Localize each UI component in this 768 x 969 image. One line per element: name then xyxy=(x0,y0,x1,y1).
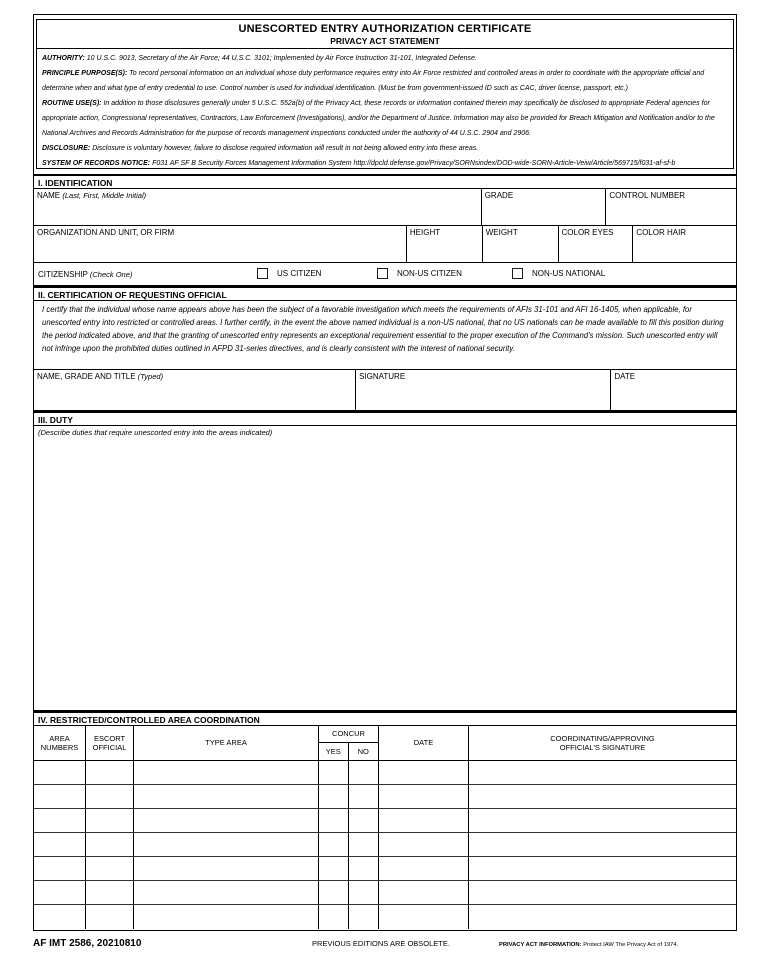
footer-privacy-label: PRIVACY ACT INFORMATION: xyxy=(499,942,582,948)
non-us-citizen-option xyxy=(377,268,462,279)
weight-field[interactable] xyxy=(483,226,559,262)
concur-yes-cell[interactable] xyxy=(319,761,349,784)
non-us-citizen-checkbox[interactable] xyxy=(377,268,388,279)
duty-hint: (Describe duties that require unescorted entry into the areas indicated) xyxy=(38,428,273,437)
name-field[interactable] xyxy=(34,189,482,225)
col-escort-official: ESCORT OFFICIAL xyxy=(86,726,134,760)
escort-official-cell[interactable] xyxy=(86,905,134,929)
date-cell[interactable] xyxy=(379,809,469,832)
name-label: NAME xyxy=(37,191,61,200)
grade-field[interactable] xyxy=(482,189,607,225)
signature-field[interactable] xyxy=(356,370,611,410)
control-number-field[interactable] xyxy=(606,189,736,225)
escort-official-cell[interactable] xyxy=(86,833,134,856)
table-row xyxy=(34,809,736,833)
table-row xyxy=(34,881,736,905)
certification-signature-row xyxy=(34,370,736,411)
section-3-header: III. DUTY xyxy=(34,411,736,426)
area-numbers-cell[interactable] xyxy=(34,905,86,929)
concur-no-cell[interactable] xyxy=(349,857,379,880)
date-cell[interactable] xyxy=(379,857,469,880)
concur-label: CONCUR xyxy=(319,726,378,743)
section-2-header: II. CERTIFICATION OF REQUESTING OFFICIAL xyxy=(34,286,736,301)
us-citizen-checkbox[interactable] xyxy=(257,268,268,279)
identification-row-2 xyxy=(34,226,736,263)
area-numbers-cell[interactable] xyxy=(34,857,86,880)
type-area-cell[interactable] xyxy=(134,761,319,784)
non-us-national-label: NON-US NATIONAL xyxy=(532,269,606,278)
name-grade-title-label: NAME, GRADE AND TITLE xyxy=(37,372,136,381)
area-numbers-cell[interactable] xyxy=(34,761,86,784)
type-area-cell[interactable] xyxy=(134,785,319,808)
concur-no-cell[interactable] xyxy=(349,809,379,832)
table-row xyxy=(34,785,736,809)
area-numbers-cell[interactable] xyxy=(34,881,86,904)
form-footer xyxy=(33,938,737,949)
us-citizen-option xyxy=(257,268,321,279)
coordinating-signature-cell[interactable] xyxy=(469,809,736,832)
organization-label: ORGANIZATION AND UNIT, OR FIRM xyxy=(37,228,175,237)
coordinating-signature-cell[interactable] xyxy=(469,857,736,880)
concur-yes-cell[interactable] xyxy=(319,809,349,832)
name-hint: (Last, First, Middle Initial) xyxy=(62,191,147,200)
coordinating-signature-cell[interactable] xyxy=(469,785,736,808)
identification-row-1 xyxy=(34,189,736,226)
form-title: UNESCORTED ENTRY AUTHORIZATION CERTIFICATE xyxy=(238,23,532,35)
date-cell[interactable] xyxy=(379,785,469,808)
grade-label: GRADE xyxy=(484,191,514,200)
type-area-cell[interactable] xyxy=(134,857,319,880)
non-us-national-checkbox[interactable] xyxy=(512,268,523,279)
color-hair-field[interactable] xyxy=(633,226,736,262)
af-form-2586 xyxy=(33,14,737,931)
concur-no-cell[interactable] xyxy=(349,833,379,856)
coordination-table-body xyxy=(34,761,736,929)
privacy-principle-purpose: PRINCIPLE PURPOSE(S): To record personal information on an individual whose duty performance requires entry into Air Force restricted and controlled areas in order to coordinate with the appropriate official and determine when and what type of entry credential to use. Control number is used for individual identification. (Must be from government-issued ID such as CAC, driver license, passport, etc.) xyxy=(42,70,705,92)
non-us-citizen-label: NON-US CITIZEN xyxy=(397,269,462,278)
concur-yes-cell[interactable] xyxy=(319,785,349,808)
concur-no-cell[interactable] xyxy=(349,785,379,808)
height-field[interactable] xyxy=(407,226,483,262)
concur-no-cell[interactable] xyxy=(349,761,379,784)
privacy-authority: AUTHORITY: 10 U.S.C. 9013, Secretary of the Air Force; 44 U.S.C. 3101; Implemented by Air Force Instruction 31-101, Integrated Defense. xyxy=(42,55,477,62)
concur-yes-cell[interactable] xyxy=(319,881,349,904)
height-label: HEIGHT xyxy=(409,228,441,237)
date-field[interactable] xyxy=(611,370,736,410)
privacy-sorn: SYSTEM OF RECORDS NOTICE: F031 AF SF B Security Forces Management Information System http://dpcld.defense.gov/Privacy/SORNsindex/DOD-wide-SORN-Article-Veiw/Article/569715/f031-af-sf-b xyxy=(42,160,676,167)
color-hair-label: COLOR HAIR xyxy=(636,228,687,237)
us-citizen-label: US CITIZEN xyxy=(277,269,322,278)
weight-label: WEIGHT xyxy=(485,228,518,237)
coordinating-signature-cell[interactable] xyxy=(469,881,736,904)
concur-yes-cell[interactable] xyxy=(319,857,349,880)
privacy-disclosure: DISCLOSURE: Disclosure is voluntary however, failure to disclose required information will result in not being allowed entry into these areas. xyxy=(42,145,479,152)
concur-yes-cell[interactable] xyxy=(319,905,349,929)
escort-official-cell[interactable] xyxy=(86,761,134,784)
form-subtitle: PRIVACY ACT STATEMENT xyxy=(330,36,440,46)
concur-yes-cell[interactable] xyxy=(319,833,349,856)
concur-yes-label: YES xyxy=(319,743,349,760)
date-label: DATE xyxy=(614,372,636,381)
table-row xyxy=(34,905,736,929)
duty-description-field[interactable] xyxy=(34,426,736,711)
footer-privacy-note: PRIVACY ACT INFORMATION: Protect IAW The Privacy Act of 1974. xyxy=(499,942,679,948)
privacy-routine-use: ROUTINE USE(S): In addition to those disclosures generally under 5 U.S.C. 552a(b) of the Privacy Act, these records or information contained therein may specifically be disclosed to appropriate Federal agencies for appropriate action, Congressional representatives, Contractors, Law Enforcement (Investigations), and/or the Department of Justice. Information may also be provided for Breach Mitigation and Notification and/or to the National Archives and Records Administration for the purpose of records management inspections conducted under the authority of 44 U.S.C. 2904 and 2906. xyxy=(42,100,715,137)
citizenship-label: CITIZENSHIP (Check One) xyxy=(38,269,133,279)
color-eyes-label: COLOR EYES xyxy=(561,228,614,237)
area-numbers-cell[interactable] xyxy=(34,809,86,832)
col-area-numbers: AREA NUMBERS xyxy=(34,726,86,760)
form-number: AF IMT 2586, 20210810 xyxy=(33,938,142,949)
date-cell[interactable] xyxy=(379,905,469,929)
title-block xyxy=(37,20,733,49)
color-eyes-field[interactable] xyxy=(559,226,634,262)
coordinating-signature-cell[interactable] xyxy=(469,905,736,929)
signature-label: SIGNATURE xyxy=(359,372,406,381)
col-coordinating-official: COORDINATING/APPROVING OFFICIAL'S SIGNATURE xyxy=(550,733,655,752)
type-area-cell[interactable] xyxy=(134,833,319,856)
table-row xyxy=(34,761,736,785)
certification-text: I certify that the individual whose name appears above has been the subject of a favorable investigation which meets the requirements of AFIs 31-101 and AFI 16-1405, when applicable, for unescorted entry into restricted or controlled areas. I further certify, in the event the above named individual is a non-US national, that no US nationals can be made available to fill this position during the period indicated above, and that the granting of unescorted entry represents an exceptional requirement essential to the proper execution of the Command's mission. Such unescorted entry will not infringe upon the prohibited duties outlined in AFPD 31-series directives, and is clearly consistent with the interest of national security. xyxy=(34,301,736,370)
escort-official-cell[interactable] xyxy=(86,785,134,808)
citizenship-row xyxy=(34,263,736,286)
privacy-act-statement-box xyxy=(36,19,734,169)
type-area-cell[interactable] xyxy=(134,881,319,904)
col-concur xyxy=(319,726,379,760)
date-cell[interactable] xyxy=(379,761,469,784)
coordinating-signature-cell[interactable] xyxy=(469,833,736,856)
escort-official-cell[interactable] xyxy=(86,881,134,904)
area-numbers-cell[interactable] xyxy=(34,785,86,808)
non-us-national-option xyxy=(512,268,605,279)
coordination-table-header xyxy=(34,726,736,761)
concur-no-cell[interactable] xyxy=(349,905,379,929)
escort-official-cell[interactable] xyxy=(86,809,134,832)
name-grade-title-field[interactable] xyxy=(34,370,356,410)
coordinating-signature-cell[interactable] xyxy=(469,761,736,784)
table-row xyxy=(34,857,736,881)
citizenship-hint: (Check One) xyxy=(89,269,133,279)
concur-no-cell[interactable] xyxy=(349,881,379,904)
concur-no-label: NO xyxy=(357,746,369,756)
section-4-header: IV. RESTRICTED/CONTROLLED AREA COORDINATION xyxy=(34,711,736,726)
table-row xyxy=(34,833,736,857)
organization-field[interactable] xyxy=(34,226,407,262)
editions-note: PREVIOUS EDITIONS ARE OBSOLETE. xyxy=(312,939,450,948)
section-1-header: I. IDENTIFICATION xyxy=(34,174,736,189)
type-area-cell[interactable] xyxy=(134,905,319,929)
name-grade-title-hint: (Typed) xyxy=(137,372,164,381)
date-cell[interactable] xyxy=(379,833,469,856)
privacy-statement-text xyxy=(37,49,733,169)
area-numbers-cell[interactable] xyxy=(34,833,86,856)
type-area-cell[interactable] xyxy=(134,809,319,832)
date-cell[interactable] xyxy=(379,881,469,904)
col-type-area: TYPE AREA xyxy=(134,726,319,760)
control-number-label: CONTROL NUMBER xyxy=(609,191,686,200)
escort-official-cell[interactable] xyxy=(86,857,134,880)
col-date: DATE xyxy=(379,726,469,760)
